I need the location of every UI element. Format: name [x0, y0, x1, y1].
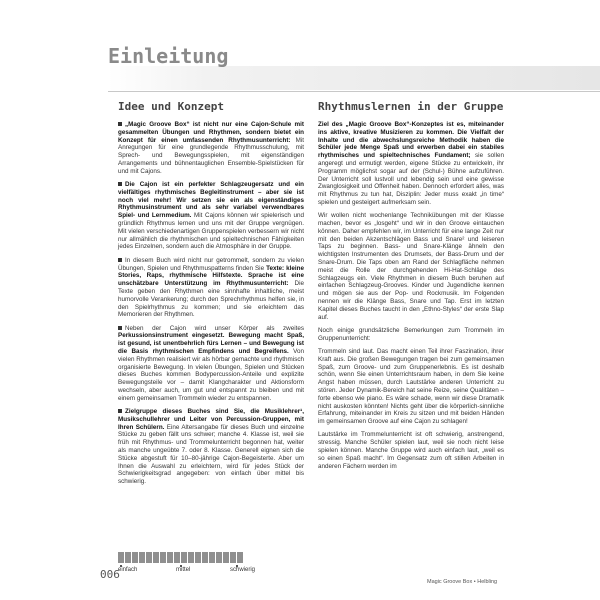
right-paragraph-bold: Ziel des „Magic Groove Box“-Konzeptes ist es, miteinander ins aktive, kreative Musizieren zu kommen. Die Vielfalt der Inhalte und die abwechslungsreiche Methodik haben die Schüler jede Menge Spaß und erwerben dabei ein stabiles rhythmisches und spieltechnisches Fundament;	[318, 121, 504, 160]
difficulty-label-medium: mittel	[176, 567, 191, 573]
left-paragraph	[118, 181, 304, 251]
right-paragraph	[318, 121, 504, 207]
right-paragraph-text: Wir wollen nicht wochenlange Technikübungen mit der Klasse machen, bevor es „losgeht“ und wir in den Groove eintauchen können. Daher empfehlen wir, im Unterricht für eine lange Zeit nur mit den beiden Akzentschlägen Bass und Snare² und leiseren Taps zu beginnen. Bass- und Snare-Klänge ähneln den wichtigsten Instrumenten des Drumsets, der Bass-Drum und der Snare-Drum. Die Taps oben am Rand der Schlagfläche nehmen meist die Rolle der durchgehenden Hi-Hat-Schläge des Schlagzeugs ein. Viele Rhythmen in diesem Buch beruhen auf einfachen Schlagzeug-Grooves. Kinder und Jugendliche kennen und mögen sie aus der Pop- und Rockmusik. Im Folgenden nennen wir die Klänge Bass, Snare und Tap. Erst im letzten Kapitel dieses Buches taucht in den „Ethno-Styles“ der erste Slap auf.	[318, 212, 504, 321]
left-paragraph-lead: Neben der Cajon wird unser Körper als zweites	[125, 324, 304, 332]
left-paragraph-bold: „Magic Groove Box“ ist nicht nur eine Cajon-Schule mit gesammelten Übungen und Rhythmen, sondern bietet ein Konzept für einen umfassenden Rhythmusunterricht:	[118, 121, 304, 144]
difficulty-bar-segment	[195, 552, 201, 563]
difficulty-bars	[118, 552, 268, 563]
left-heading: Idee und Konzept	[118, 100, 224, 113]
left-paragraph	[118, 257, 304, 319]
difficulty-label-easy: einfach	[118, 567, 138, 573]
page-number: 006	[100, 568, 120, 581]
left-paragraph	[118, 408, 304, 486]
right-paragraph-text: Lautstärke im Trommelunterricht ist oft schwierig, anstrengend, stressig. Manche Schüler spielen laut, weil sie noch nicht leise spielen können. Manche Gruppe wird auch einfach laut, „weil es so einen Spaß macht“. Im Gegensatz zum oft stillen Arbeiten in anderen Fächern werden im	[318, 431, 504, 470]
left-paragraph-bold: Perkussionsinstrument eingesetzt. Bewegung macht Spaß, ist gesund, ist unentbehrlich fürs Lernen – und Bewegung ist die Basis rhythmischen Empfindens und Begreifens.	[118, 332, 304, 356]
right-column	[318, 121, 504, 476]
difficulty-bar-segment	[139, 552, 145, 563]
left-paragraph-text: Von vielen Rhythmen realisiert wir als hörbar gemachte und rhythmisch organisierte Bewegung. In vielen Übungen, Spielen und Stücken dieses Buches kommen Bodypercussion-Anteile und explizite Bewegungsteile vor – damit Klangcharakter und Aktionsform wechseln, aber auch, um gut und entspannt zu bleiben und mit einem gemeinsamen Trommeln wieder zu entspannen.	[118, 348, 304, 402]
left-paragraph-bold: Zielgruppe dieses Buches sind Sie, die Musiklehrer¹, Musikschullehrer und Leiter von Percussion-Gruppen, mit Ihren Schülern.	[118, 408, 304, 431]
difficulty-bar-segment	[216, 552, 222, 563]
bullet-square-icon	[118, 326, 122, 330]
right-paragraph-text: sie sollen angeregt und ermutigt werden, eigene Stücke zu entwickeln, ihr Programm möglichst sogar auf der (Schul-) Bühne aufzuführen. Der Unterricht soll lustvoll und lebendig sein und eine gewisse Zwanglosigkeit und Offenheit haben. Dennoch erfordert alles, was mit Rhythmus zu tun hat, Disziplin: Jeder muss exakt „in time“ spielen und gesteigert aufmerksam sein.	[318, 152, 504, 206]
left-column	[118, 121, 304, 492]
difficulty-bar-segment	[237, 552, 243, 563]
difficulty-bar-segment	[209, 552, 215, 563]
right-paragraph	[318, 327, 504, 343]
bullet-square-icon	[118, 409, 122, 413]
right-paragraph-text: Noch einige grundsätzliche Bemerkungen zum Trommeln im Gruppenunterricht:	[318, 326, 504, 342]
difficulty-bar-segment	[230, 552, 236, 563]
left-paragraph-text: Mit Cajons können wir spielerisch und gründlich Rhythmus lernen und uns mit der Gruppe vergnügen. Mit vielen verschiedenartigen Gruppenspielen verbessern wir nicht nur allmählich die rhythmischen und spieltechnischen Fähigkeiten jedes Einzelnen, sondern auch die Atmosphäre in der Gruppe.	[118, 212, 304, 251]
difficulty-bar-segment	[188, 552, 194, 563]
difficulty-bar-segment	[181, 552, 187, 563]
difficulty-label-hard: schwierig	[230, 567, 256, 573]
left-paragraph	[118, 325, 304, 403]
right-paragraph	[318, 431, 504, 470]
left-paragraph-lead: In diesem Buch wird nicht nur getrommelt, sondern zu vielen Übungen, Spielen und Rhythmuspatterns finden Sie	[118, 256, 304, 272]
left-paragraph-text: Die Texte geben den Rhythmen eine sinnhafte inhaltliche, meist humorvolle Verankerung; durch den Sprechrhythmus helfen sie, in den Spielrhythmus zu kommen; und sie erleichtern das Memorieren der Rhythmen.	[118, 280, 304, 319]
bullet-square-icon	[118, 182, 122, 186]
difficulty-bar-segment	[118, 552, 124, 563]
title-rule	[108, 91, 600, 92]
left-paragraph	[118, 121, 304, 176]
difficulty-bar-segment	[174, 552, 180, 563]
bullet-square-icon	[118, 122, 122, 126]
difficulty-bar-segment	[167, 552, 173, 563]
difficulty-bar-segment	[153, 552, 159, 563]
left-paragraph-bold: Texte: kleine Stories, Raps, rhythmische Hilfstexte. Sprache ist eine unschätzbare Unterstützung im Rhythmusunterricht:	[118, 264, 304, 288]
difficulty-bar-segment	[146, 552, 152, 563]
difficulty-bar-segment	[125, 552, 131, 563]
page-footer: Magic Groove Box • Helbling	[427, 579, 498, 585]
page-title: Einleitung	[108, 44, 229, 68]
bullet-square-icon	[118, 258, 122, 262]
left-paragraph-text: Mit Anregungen für eine grundlegende Rhythmusschulung, mit Sprech- und Bewegungsspielen, mit eigenständigen Arrangements und bühnentauglichen Ensemble-Spielstücken für und mit Cajons.	[118, 136, 304, 175]
right-heading: Rhythmuslernen in der Gruppe	[318, 100, 504, 113]
difficulty-bar-segment	[132, 552, 138, 563]
right-paragraph	[318, 348, 504, 426]
title-shade	[108, 66, 600, 90]
difficulty-bar-segment	[202, 552, 208, 563]
left-paragraph-text: Eine Altersangabe für dieses Buch und einzelne Stücke zu geben fällt uns schwer; manche 4. Klasse ist, weil sie früh mit Rhythmus- und Trommelunterricht begonnen hat, weiter als manche ungeübte 7. oder 8. Klasse. Generell eignen sich die Stücke abgestuft für 10–80-jährige Cajon-Begeisterte. Aber um Ihnen die Auswahl zu erleichtern, wird für jedes Stück der Schwierigkeitsgrad angegeben: von einfach über mittel bis schwierig.	[118, 423, 304, 486]
left-paragraph-bold: Die Cajon ist ein perfekter Schlagzeugersatz und ein vielfältiges rhythmisches Begleitinstrument – aber sie ist noch viel mehr! Wir setzen sie ein als eigenständiges Rhythmusinstrument und als sehr variabel verwendbares Spiel- und Lernmedium.	[118, 181, 304, 220]
difficulty-bar-segment	[223, 552, 229, 563]
right-paragraph-text: Trommeln sind laut. Das macht einen Teil ihrer Faszination, ihrer Kraft aus. Die großen Bewegungen tragen bei zum gemeinsamen Spaß, zum Groove- und zum Gruppenerlebnis. Es ist deshalb schön, wenn Sie einen Unterrichtsraum haben, in dem Sie keine Angst haben müssen, durch Lautstärke anderen Unterricht zu stören. Jeder Dynamik-Bereich hat seine Reize, seine Qualitäten – forte ebenso wie piano. Es wäre schade, wenn wir diese Dramatik nicht auskosten könnten! Nichts geht über die körperlich-sinnliche Erfahrung, miteinander im Kreis zu sitzen und mit beiden Händen im gemeinsamen Groove auf eine Cajon zu schlagen!	[318, 348, 504, 426]
difficulty-bar-segment	[160, 552, 166, 563]
difficulty-scale	[118, 552, 298, 582]
right-paragraph	[318, 212, 504, 321]
